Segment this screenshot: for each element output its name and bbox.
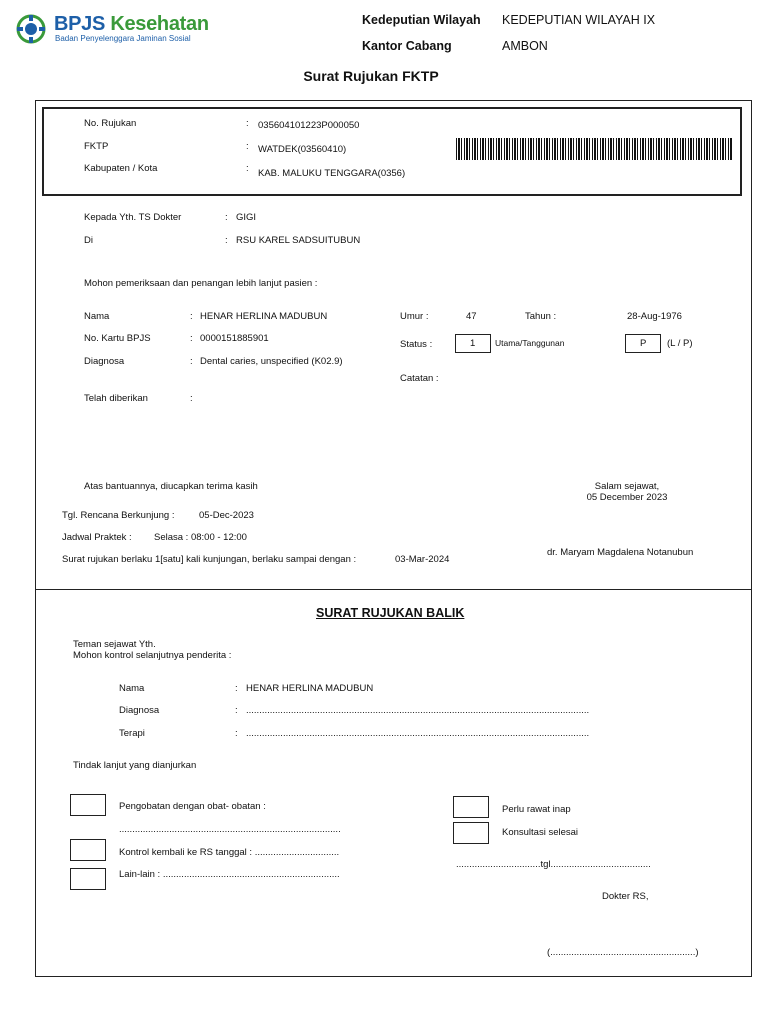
nama-label: Nama bbox=[84, 311, 110, 322]
umur-label: Umur : bbox=[400, 311, 429, 322]
pengobatan-checkbox[interactable] bbox=[70, 794, 106, 816]
konsultasi-selesai-checkbox[interactable] bbox=[453, 822, 489, 844]
tindak-lanjut-text: Tindak lanjut yang dianjurkan bbox=[73, 760, 197, 771]
kepada-label: Kepada Yth. TS Dokter bbox=[84, 212, 182, 223]
kabupaten-value: KAB. MALUKU TENGGARA(0356) bbox=[258, 168, 406, 179]
no-rujukan-colon: : bbox=[246, 118, 249, 129]
kedeputian-label: Kedeputian Wilayah bbox=[362, 13, 481, 27]
konsultasi-selesai-label: Konsultasi selesai bbox=[502, 827, 579, 838]
jadwal-praktek-label: Jadwal Praktek : bbox=[62, 532, 132, 543]
utama-tanggungan-label: Utama/Tanggunan bbox=[495, 338, 565, 348]
no-rujukan-value: 035604101223P000050 bbox=[258, 120, 360, 131]
section-divider bbox=[35, 589, 752, 590]
balik-diagnosa-label: Diagnosa bbox=[119, 705, 160, 716]
tahun-value: 28-Aug-1976 bbox=[627, 311, 682, 322]
tanda-tangan-line: (.......................................................) bbox=[547, 947, 699, 958]
logo-subtitle: Badan Penyelenggara Jaminan Sosial bbox=[55, 34, 191, 43]
tanggal-surat: 05 December 2023 bbox=[586, 492, 668, 503]
status-value: 1 bbox=[470, 338, 476, 349]
kabupaten-colon: : bbox=[246, 163, 249, 174]
diagnosa-colon: : bbox=[190, 356, 193, 367]
rujukan-balik-title: SURAT RUJUKAN BALIK bbox=[316, 606, 465, 620]
dokter-name: dr. Maryam Magdalena Notanubun bbox=[547, 547, 694, 558]
kantor-cabang-label: Kantor Cabang bbox=[362, 39, 452, 53]
balik-terapi-label: Terapi bbox=[119, 728, 145, 739]
balik-diagnosa-colon: : bbox=[235, 705, 238, 716]
di-label: Di bbox=[84, 235, 93, 246]
fktp-label: FKTP bbox=[84, 141, 109, 152]
berlaku-text: Surat rujukan berlaku 1[satu] kali kunjungan, berlaku sampai dengan : bbox=[62, 554, 357, 565]
no-rujukan-label: No. Rujukan bbox=[84, 118, 137, 129]
rencana-berkunjung-label: Tgl. Rencana Berkunjung : bbox=[62, 510, 175, 521]
kantor-cabang-value: AMBON bbox=[502, 39, 548, 53]
dokter-rs-label: Dokter RS, bbox=[602, 891, 649, 902]
status-label: Status : bbox=[400, 339, 433, 350]
catatan-label: Catatan : bbox=[400, 373, 439, 384]
di-value: RSU KAREL SADSUITUBUN bbox=[236, 235, 361, 246]
barcode-image bbox=[456, 138, 732, 160]
salam-sejawat-text: Salam sejawat, bbox=[594, 481, 660, 492]
kepada-colon: : bbox=[225, 212, 228, 223]
balik-terapi-colon: : bbox=[235, 728, 238, 739]
kartu-bpjs-colon: : bbox=[190, 333, 193, 344]
mohon-kontrol-text: Mohon kontrol selanjutnya penderita : bbox=[73, 650, 232, 661]
logo-brand-bpjs: BPJS bbox=[54, 13, 106, 35]
umur-value: 47 bbox=[466, 311, 477, 322]
di-colon: : bbox=[225, 235, 228, 246]
bpjs-emblem-icon bbox=[16, 14, 46, 44]
tanggal-line: ................................tgl...................................... bbox=[456, 859, 651, 870]
balik-diagnosa-line: .................................................................................................................................. bbox=[246, 705, 590, 716]
bpjs-logo bbox=[16, 13, 209, 46]
telah-diberikan-label: Telah diberikan bbox=[84, 393, 148, 404]
lain-lain-label: Lain-lain : ................................................................... bbox=[119, 869, 340, 880]
kabupaten-label: Kabupaten / Kota bbox=[84, 163, 158, 174]
diagnosa-label: Diagnosa bbox=[84, 356, 125, 367]
balik-nama-label: Nama bbox=[119, 683, 145, 694]
logo-brand-kesehatan: Kesehatan bbox=[110, 13, 209, 35]
rawat-inap-checkbox[interactable] bbox=[453, 796, 489, 818]
document-title: Surat Rujukan FKTP bbox=[303, 68, 439, 84]
diagnosa-value: Dental caries, unspecified (K02.9) bbox=[200, 356, 343, 367]
kartu-bpjs-label: No. Kartu BPJS bbox=[84, 333, 151, 344]
sex-hint: (L / P) bbox=[667, 338, 693, 349]
fktp-value: WATDEK(03560410) bbox=[258, 144, 347, 155]
rawat-inap-label: Perlu rawat inap bbox=[502, 804, 571, 815]
lain-lain-checkbox[interactable] bbox=[70, 868, 106, 890]
jadwal-praktek-value: Selasa : 08:00 - 12:00 bbox=[154, 532, 247, 543]
fktp-colon: : bbox=[246, 141, 249, 152]
kontrol-label: Kontrol kembali ke RS tanggal : ................................ bbox=[119, 847, 340, 858]
kedeputian-value: KEDEPUTIAN WILAYAH IX bbox=[502, 13, 656, 27]
kartu-bpjs-value: 0000151885901 bbox=[200, 333, 269, 344]
rencana-berkunjung-value: 05-Dec-2023 bbox=[199, 510, 254, 521]
mohon-pemeriksaan-text: Mohon pemeriksaan dan penangan lebih lanjut pasien : bbox=[84, 278, 318, 289]
kontrol-checkbox[interactable] bbox=[70, 839, 106, 861]
telah-diberikan-colon: : bbox=[190, 393, 193, 404]
teman-sejawat-text: Teman sejawat Yth. bbox=[73, 639, 156, 650]
balik-terapi-line: .................................................................................................................................. bbox=[246, 728, 590, 739]
kepada-value: GIGI bbox=[236, 212, 257, 223]
nama-colon: : bbox=[190, 311, 193, 322]
pengobatan-line: .................................................................................... bbox=[119, 824, 341, 835]
berlaku-value: 03-Mar-2024 bbox=[395, 554, 450, 565]
terima-kasih-text: Atas bantuannya, diucapkan terima kasih bbox=[84, 481, 258, 492]
sex-value: P bbox=[640, 338, 647, 349]
balik-nama-value: HENAR HERLINA MADUBUN bbox=[246, 683, 374, 694]
tahun-label: Tahun : bbox=[525, 311, 557, 322]
document-frame bbox=[35, 100, 752, 977]
pengobatan-label: Pengobatan dengan obat- obatan : bbox=[119, 801, 266, 812]
nama-value: HENAR HERLINA MADUBUN bbox=[200, 311, 328, 322]
balik-nama-colon: : bbox=[235, 683, 238, 694]
